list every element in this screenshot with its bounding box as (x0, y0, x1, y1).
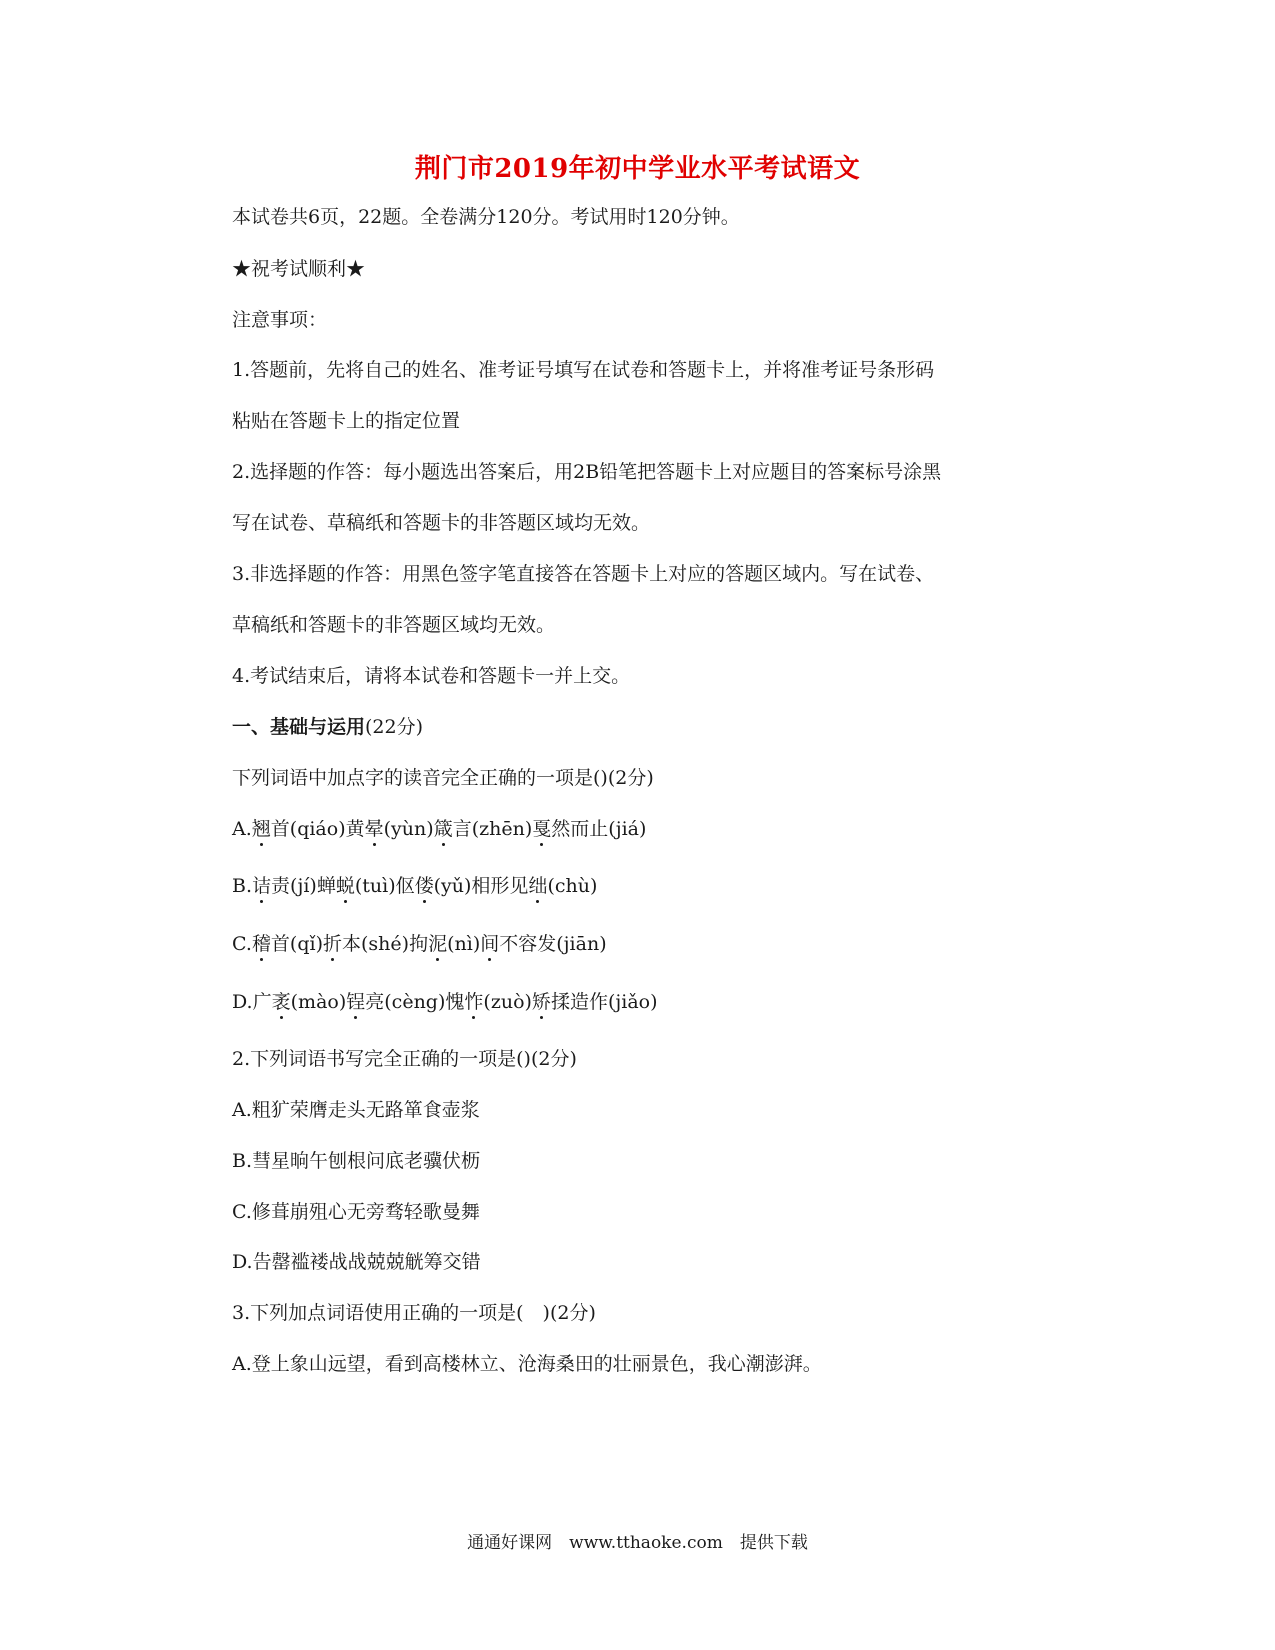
dotted-char: 矫 (531, 991, 551, 1013)
option-label: B. (232, 875, 253, 897)
option-label: A. (232, 818, 252, 840)
question-2-option-c: C.修葺崩殂心无旁骛轻歌曼舞 (232, 1201, 480, 1223)
dotted-char: 间 (480, 933, 500, 955)
option-text: (yǔ)相形见 (433, 875, 529, 897)
question-3-stem: 3.下列加点词语使用正确的一项是( )(2分) (232, 1302, 596, 1324)
option-text: 亮(cèng)愧 (365, 991, 465, 1013)
dotted-char: 折 (323, 933, 343, 955)
option-text: 揉造作(jiǎo) (550, 991, 658, 1013)
option-text: (nì) (447, 933, 481, 955)
option-text: (yùn) (383, 818, 434, 840)
dotted-char: 翘 (251, 818, 271, 840)
question-2-option-d: D.告罄褴褛战战兢兢觥筹交错 (232, 1251, 481, 1273)
notice-line: 2.选择题的作答：每小题选出答案后，用2B铅笔把答题卡上对应题目的答案标号涂黑 (232, 461, 942, 483)
section-title: 一、基础与运用 (232, 716, 366, 738)
option-text: 首(qǐ) (270, 933, 323, 955)
blessing-text: ★祝考试顺利★ (232, 258, 366, 280)
option-text: 本(shé)拘 (342, 933, 429, 955)
notice-line: 3.非选择题的作答：用黑色签字笔直接答在答题卡上对应的答题区域内。写在试卷、 (232, 563, 935, 585)
question-1-option-d (232, 990, 658, 1014)
notice-line: 1.答题前，先将自己的姓名、准考证号填写在试卷和答题卡上，并将准考证号条形码 (232, 359, 935, 381)
question-2-stem: 2.下列词语书写完全正确的一项是()(2分) (232, 1048, 577, 1070)
option-text: (tuì)伛 (354, 875, 415, 897)
dotted-char: 晕 (364, 818, 384, 840)
page-footer: 通通好课网 www.tthaoke.com 提供下载 (467, 1533, 808, 1553)
option-text: (mào) (290, 991, 347, 1013)
option-label: C. (232, 933, 252, 955)
dotted-char: 锃 (346, 991, 366, 1013)
question-3-option-a: A.登上象山远望，看到高楼林立、沧海桑田的壮丽景色，我心潮澎湃。 (232, 1353, 822, 1375)
option-text: 然而止(jiá) (551, 818, 647, 840)
exam-intro: 本试卷共6页，22题。全卷满分120分。考试用时120分钟。 (232, 206, 740, 228)
dotted-char: 诘 (252, 875, 272, 897)
dotted-char: 蜕 (335, 875, 355, 897)
question-2-option-a: A.粗犷荣膺走头无路箪食壶浆 (232, 1099, 480, 1121)
dotted-char: 泥 (428, 933, 448, 955)
question-1-option-c (232, 932, 607, 956)
option-text: 不容发(jiān) (499, 933, 607, 955)
section-heading (232, 715, 423, 739)
option-text: 言(zhēn) (452, 818, 533, 840)
option-text: (chù) (547, 875, 598, 897)
dotted-char: 箴 (433, 818, 453, 840)
question-2-option-b: B.彗星晌午刨根问底老骥伏枥 (232, 1150, 481, 1172)
dotted-char: 稽 (251, 933, 271, 955)
dotted-char: 怍 (464, 991, 484, 1013)
notice-line: 4.考试结束后，请将本试卷和答题卡一并上交。 (232, 665, 631, 687)
question-1-option-b (232, 874, 597, 898)
dotted-char: 偻 (414, 875, 434, 897)
dotted-char: 绌 (528, 875, 548, 897)
option-text: 首(qiáo)黄 (270, 818, 365, 840)
notice-line: 写在试卷、草稿纸和答题卡的非答题区域均无效。 (232, 512, 651, 534)
question-1-stem: 下列词语中加点字的读音完全正确的一项是()(2分) (232, 767, 654, 789)
dotted-char: 戛 (532, 818, 552, 840)
section-score: (22分) (365, 716, 424, 738)
notice-line: 草稿纸和答题卡的非答题区域均无效。 (232, 614, 556, 636)
option-text: (zuò) (483, 991, 532, 1013)
document-title: 荆门市2019年初中学业水平考试语文 (414, 154, 861, 184)
option-text: 广 (252, 991, 272, 1013)
option-text: 责(jí)蝉 (271, 875, 336, 897)
dotted-char: 袤 (271, 991, 291, 1013)
notice-line: 粘贴在答题卡上的指定位置 (232, 410, 461, 432)
notice-heading: 注意事项： (232, 309, 328, 331)
option-label: D. (232, 991, 253, 1013)
question-1-option-a (232, 817, 646, 841)
